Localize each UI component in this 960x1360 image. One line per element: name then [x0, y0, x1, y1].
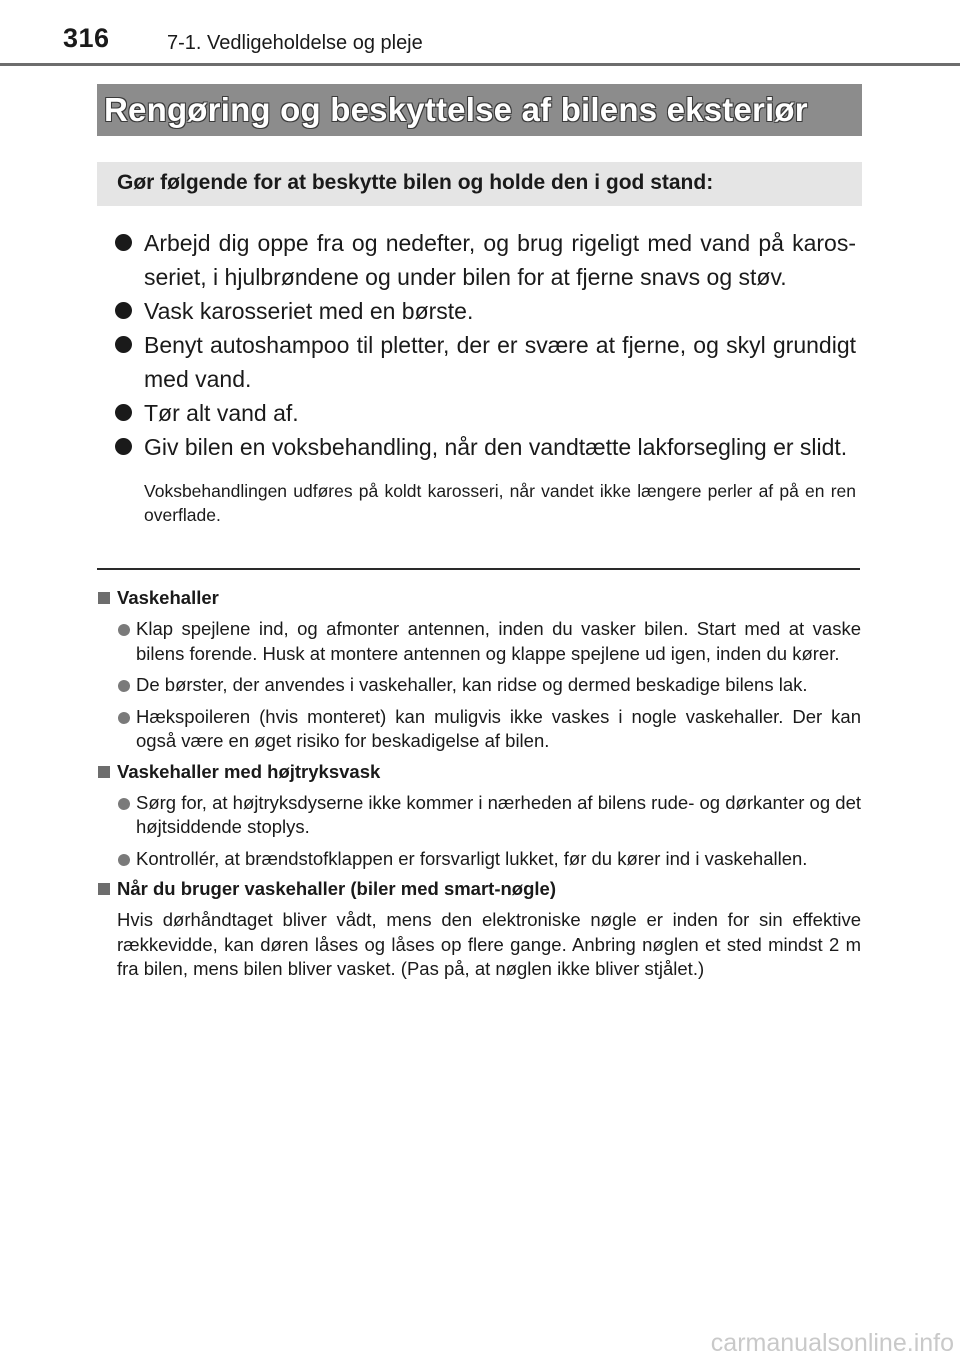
step-text: Giv bilen en voksbehandling, når den vandtætte lakforsegling er slidt.	[144, 434, 848, 460]
intro-band	[97, 162, 862, 206]
square-bullet-icon	[98, 592, 110, 604]
step-text: Arbejd dig oppe fra og nedefter, og brug rigeligt med vand på karosseriet, i hjulbrøndene og under bilen for at fjerne snavs og støv.	[144, 230, 856, 290]
step-item	[98, 396, 856, 430]
watermark: carmanualsonline.info	[710, 1329, 954, 1357]
note-heading	[97, 877, 861, 901]
page-number: 316	[63, 23, 110, 53]
square-bullet-icon	[98, 766, 110, 778]
note-heading	[97, 586, 861, 610]
note-item	[97, 617, 861, 666]
step-text: Benyt autoshampoo til pletter, der er svære at fjerne, og skyl grundigt med vand.	[144, 332, 856, 392]
dot-bullet-icon	[118, 680, 130, 692]
note-item	[97, 847, 861, 872]
step-item	[98, 430, 856, 464]
bullet-icon	[115, 404, 132, 421]
page-title: Rengøring og beskyttelse af bilens eksteriør	[104, 91, 808, 128]
note-item-text: Hækspoileren (hvis monteret) kan muligvis ikke vaskes i nogle vaskehaller. Der kan også være en øget risiko for beskadigelse af bilen.	[136, 705, 861, 751]
dot-bullet-icon	[118, 712, 130, 724]
dot-bullet-icon	[118, 624, 130, 636]
note-paragraph: Hvis dørhåndtaget bliver vådt, mens den elektroniske nøgle er inden for sin effektive rækkevidde, kan døren låses og låses op flere gange. Anbring nøglen et sted mindst 2 m fra bilen, mens bilen bliver vasket. (Pas på, at nøglen ikke bliver stjålet.)	[117, 909, 861, 979]
header-rule	[0, 63, 960, 66]
section-title: 7-1. Vedligeholdelse og pleje	[167, 32, 423, 54]
title-band	[97, 84, 862, 136]
step-item	[98, 294, 856, 328]
step-item	[98, 328, 856, 396]
note-item-text: De børster, der anvendes i vaskehaller, kan ridse og dermed beskadige bilens lak.	[136, 674, 808, 695]
note-heading-text: Når du bruger vaskehaller (biler med smart-nøgle)	[117, 878, 556, 899]
note-item-text: Kontrollér, at brændstofklappen er forsvarligt lukket, før du kører ind i vaskehallen.	[136, 847, 808, 869]
note-item	[97, 791, 861, 840]
step-text: Tør alt vand af.	[144, 400, 299, 426]
bullet-icon	[115, 234, 132, 251]
note-item	[97, 673, 861, 698]
page-header	[0, 0, 960, 70]
bullet-icon	[115, 336, 132, 353]
note-item-text: Sørg for, at højtryksdyserne ikke kommer i nærheden af bilens rude- og dørkanter og det højtsiddende stoplys.	[136, 791, 861, 837]
note-item	[97, 705, 861, 754]
bullet-icon	[115, 438, 132, 455]
step-item	[98, 226, 856, 294]
dot-bullet-icon	[118, 854, 130, 866]
intro-text: Gør følgende for at beskytte bilen og holde den i god stand:	[117, 171, 714, 194]
section-divider	[97, 568, 860, 570]
note-heading-text: Vaskehaller	[117, 587, 219, 608]
note-heading	[97, 760, 861, 784]
bullet-icon	[115, 302, 132, 319]
square-bullet-icon	[98, 883, 110, 895]
note-heading-text: Vaskehaller med højtryksvask	[117, 760, 381, 782]
dot-bullet-icon	[118, 798, 130, 810]
steps-list	[98, 226, 856, 527]
note-item-text: Klap spejlene ind, og afmonter antennen, inden du vasker bilen. Start med at vaske bilens forende. Husk at montere antennen og klappe spejlene ud igen, inden du kører.	[136, 618, 861, 664]
notes-section	[97, 580, 861, 982]
step-note: Voksbehandlingen udføres på koldt karosseri, når vandet ikke længere perler af på en ren overflade.	[144, 481, 856, 525]
step-text: Vask karosseriet med en børste.	[144, 298, 474, 324]
